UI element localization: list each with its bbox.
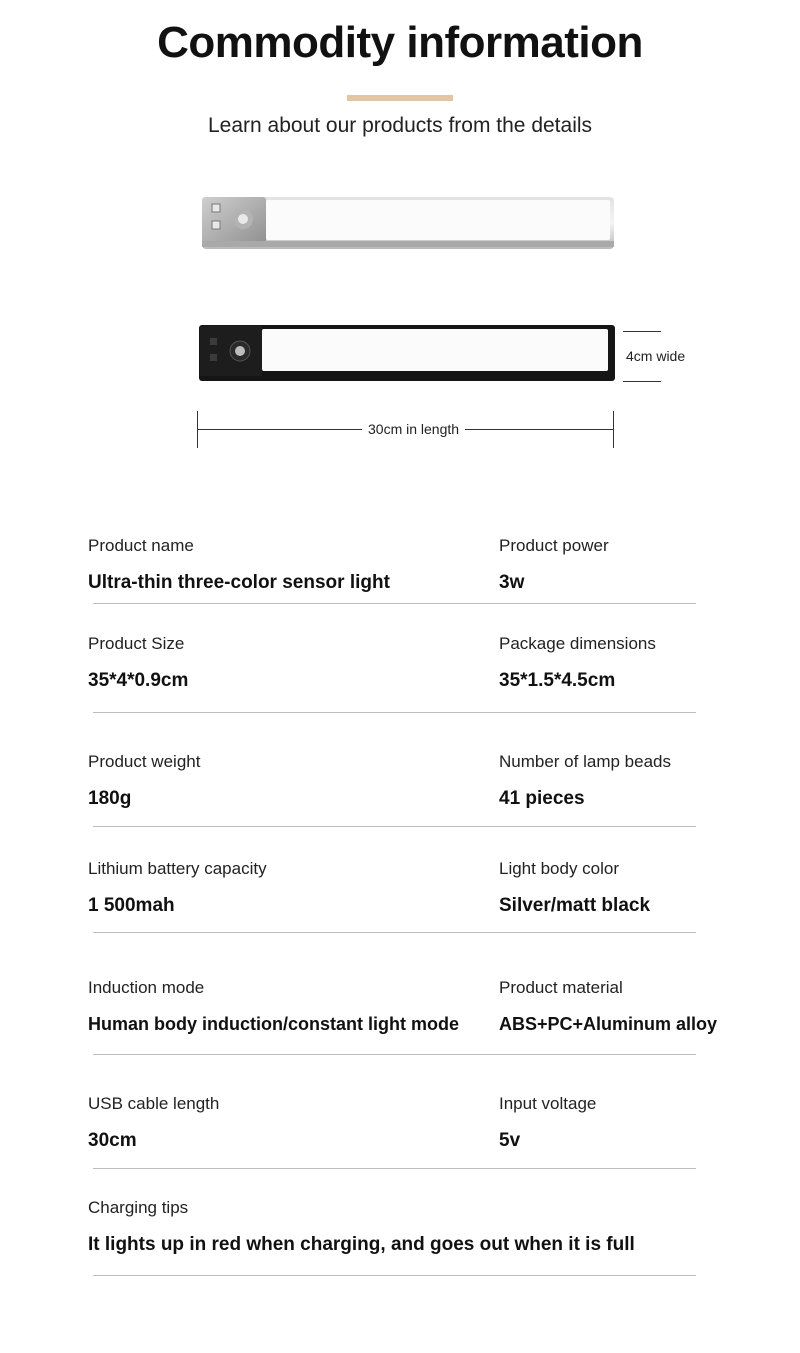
spec-cell-right: [499, 634, 656, 692]
spec-value: 180g: [88, 788, 132, 809]
spec-value: Silver/matt black: [499, 895, 651, 916]
spec-value: 1 500mah: [88, 895, 175, 916]
spec-cell-left: [88, 978, 459, 1035]
width-dimension-line-top: [623, 331, 661, 332]
charging-tips-label: Charging tips: [88, 1198, 189, 1217]
spec-value: 41 pieces: [499, 788, 585, 809]
spec-cell-left: [88, 1198, 635, 1256]
spec-label: Product name: [88, 536, 194, 555]
spec-label: Product weight: [88, 752, 201, 771]
page-title: Commodity information: [157, 18, 643, 67]
spec-divider: [93, 603, 696, 604]
spec-cell-left: [88, 634, 188, 692]
spec-label: Product Size: [88, 634, 185, 653]
spec-label: Light body color: [499, 859, 620, 878]
spec-label: USB cable length: [88, 1094, 220, 1113]
spec-cell-right: [499, 859, 650, 917]
spec-label: Number of lamp beads: [499, 752, 671, 771]
spec-cell-left: [88, 752, 200, 810]
spec-cell-left: [88, 859, 267, 917]
width-dimension-line-bottom: [623, 381, 661, 382]
spec-divider: [93, 712, 696, 713]
spec-cell-right: [499, 752, 671, 810]
black-lamp-image: [198, 324, 616, 382]
length-dimension-label: 30cm in length: [362, 421, 465, 437]
title-accent-bar: [347, 95, 453, 101]
spec-cell-right: [499, 978, 717, 1035]
spec-label: Package dimensions: [499, 634, 656, 653]
spec-divider: [93, 826, 696, 827]
spec-value: 5v: [499, 1130, 521, 1151]
spec-cell-left: [88, 1094, 219, 1152]
spec-value: Ultra-thin three-color sensor light: [88, 572, 390, 593]
spec-label: Product power: [499, 536, 609, 555]
spec-cell-right: [499, 1094, 596, 1152]
spec-label: Input voltage: [499, 1094, 597, 1113]
spec-label: Induction mode: [88, 978, 205, 997]
page-subtitle: Learn about our products from the details: [207, 114, 593, 137]
spec-value: 35*4*0.9cm: [88, 670, 189, 691]
spec-cell-left: [88, 536, 390, 594]
spec-divider: [93, 1275, 696, 1276]
spec-label: Product material: [499, 978, 623, 997]
spec-label: Lithium battery capacity: [88, 859, 267, 878]
charging-tips-value: It lights up in red when charging, and goes out when it is full: [88, 1234, 635, 1255]
spec-value: 30cm: [88, 1130, 137, 1151]
spec-cell-right: [499, 536, 609, 594]
spec-divider: [93, 1168, 696, 1169]
spec-divider: [93, 1054, 696, 1055]
spec-value: ABS+PC+Aluminum alloy: [499, 1014, 718, 1034]
spec-divider: [93, 932, 696, 933]
silver-lamp-image: [200, 195, 616, 251]
spec-value: 35*1.5*4.5cm: [499, 670, 616, 691]
spec-value: 3w: [499, 572, 525, 593]
width-dimension-label: 4cm wide: [626, 348, 686, 364]
spec-value: Human body induction/constant light mode: [88, 1014, 459, 1034]
